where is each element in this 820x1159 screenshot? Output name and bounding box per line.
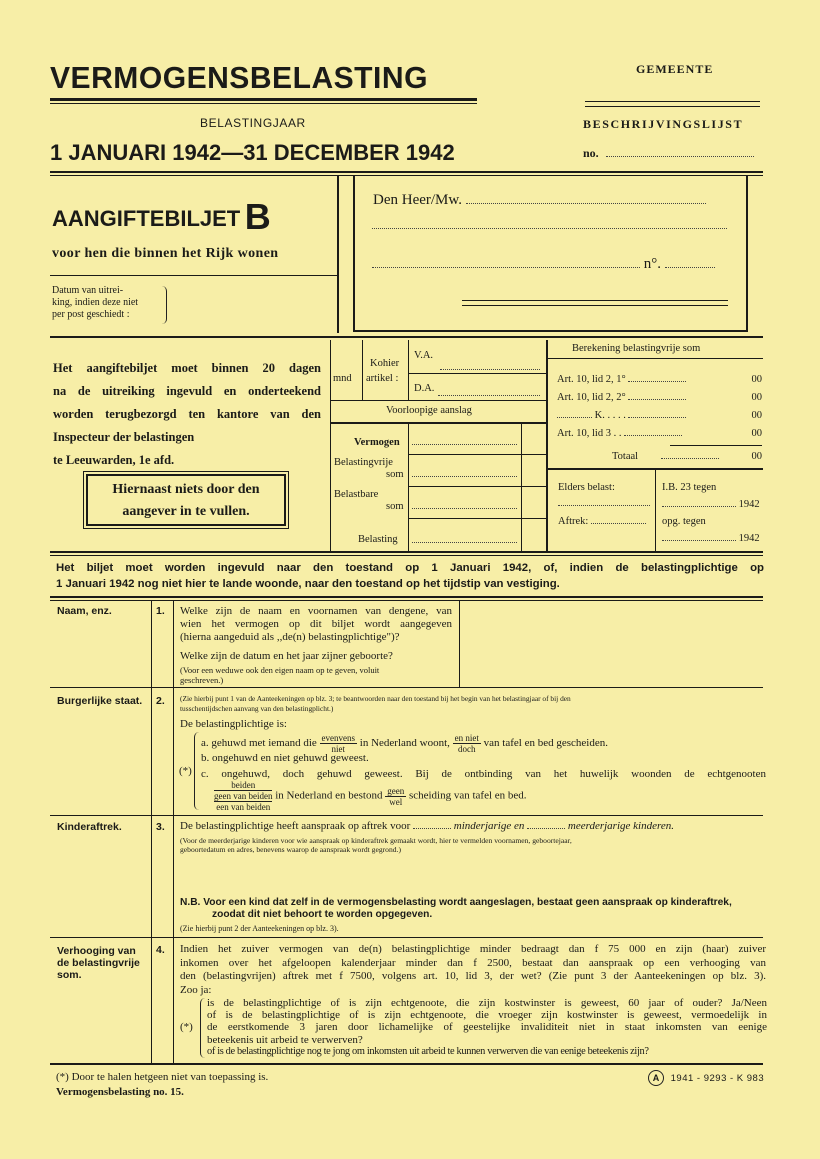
kohier-label: Kohier bbox=[370, 358, 400, 369]
instructions-line-2: na de uitreiking ingevuld en onderteekend bbox=[53, 384, 321, 398]
niets-line-1: Hiernaast niets door den bbox=[112, 482, 260, 497]
va-label: V.A. bbox=[414, 350, 434, 361]
s4-label-2: de belastingvrije bbox=[57, 957, 140, 969]
s3-q1b: minderjarige en bbox=[453, 820, 525, 832]
kohier-artikel: artikel : bbox=[366, 373, 399, 384]
belasting-label: Belasting bbox=[358, 534, 398, 545]
belastbare-field[interactable] bbox=[412, 508, 517, 509]
address-line-3 bbox=[372, 256, 715, 273]
ib-field[interactable] bbox=[662, 506, 736, 507]
s3-nb-1: N.B. Voor een kind dat zelf in de vermogensbelasting wordt aangeslagen, bestaat geen aanspraak op kinderaftrek, bbox=[180, 897, 732, 908]
totaal-value: 00 bbox=[751, 451, 762, 462]
footer-form-no: Vermogensbelasting no. 15. bbox=[56, 1086, 184, 1098]
printer-code bbox=[648, 1070, 764, 1086]
s2-note-1: (Zie hierbij punt 1 van de Aanteekeningen op blz. 3; te beantwoorden naar den toestand bij het begin van het belastingjaar of bij den bbox=[180, 694, 571, 703]
s2-c3: scheiding van tafel en bed. bbox=[408, 789, 527, 802]
s1-q3: (hierna aangeduid als ,,de(n) belastingplichtige")? bbox=[180, 631, 400, 643]
s2-c-frac-top: beiden bbox=[214, 780, 272, 791]
s2-note bbox=[180, 694, 765, 714]
kohier-va bbox=[414, 350, 433, 361]
printer-code-text: 1941 - 9293 - K 983 bbox=[670, 1072, 765, 1084]
datum-label bbox=[52, 285, 164, 321]
aftrek-field[interactable] bbox=[591, 523, 646, 524]
instructions-line-4: Inspecteur der belastingen bbox=[53, 430, 195, 444]
s4-label-1: Verhooging van bbox=[57, 945, 136, 957]
totaal-label: Totaal bbox=[612, 451, 639, 462]
berekening-row-2-field[interactable] bbox=[628, 399, 686, 400]
vermogen-field[interactable] bbox=[412, 444, 517, 445]
berekening-row-3-value: 00 bbox=[751, 410, 762, 421]
aangifte-subtitle: voor hen die binnen het Rijk wonen bbox=[52, 246, 279, 261]
elders-belast: Elders belast: bbox=[558, 482, 615, 493]
notice-line-1: Het biljet moet worden ingevuld naar den toestand op 1 Januari 1942, of, indien de belastingplichtige op bbox=[56, 562, 764, 574]
instructions bbox=[53, 357, 321, 472]
s2-star: (*) bbox=[179, 765, 192, 777]
beschrijvingslijst-label: BESCHRIJVINGSLIJST bbox=[583, 117, 744, 131]
section-4-label bbox=[57, 945, 140, 981]
berekening-row-1-field[interactable] bbox=[628, 381, 686, 382]
footer-star-note: (*) Door te halen hetgeen niet van toepassing is. bbox=[56, 1071, 269, 1083]
va-field[interactable] bbox=[440, 369, 540, 370]
da-field[interactable] bbox=[438, 395, 540, 396]
berekening-row-3-label: K. . . . . bbox=[594, 410, 626, 421]
aftrek-row bbox=[558, 516, 646, 527]
s4-label-3: som. bbox=[57, 969, 82, 981]
instructions-line-1: Het aangiftebiljet moet binnen 20 dagen bbox=[53, 361, 321, 375]
berekening-row-4 bbox=[557, 428, 762, 439]
belastingvrije-field[interactable] bbox=[412, 476, 517, 477]
totaal-row bbox=[612, 451, 762, 462]
den-heer-label: Den Heer/Mw. bbox=[373, 192, 462, 208]
s2-c2: in Nederland en bestond bbox=[275, 789, 383, 802]
berekening-row-1 bbox=[557, 374, 762, 385]
s3-nb-2: zoodat dit niet behoort te worden opgegeven. bbox=[212, 909, 433, 920]
gemeente-label: GEMEENTE bbox=[636, 62, 714, 76]
s2-a-frac-top: evenvens bbox=[321, 733, 356, 743]
s4-o4: beteekenis uit arbeid te verwerven? bbox=[207, 1033, 363, 1046]
notice-line-2: 1 Januari 1942 nog niet hier te lande woonde, naar den toestand op het tijdstip van vestiging. bbox=[56, 578, 560, 590]
s3-q1c: meerderjarige kinderen. bbox=[567, 820, 674, 832]
section-1-label: Naam, enz. bbox=[57, 605, 112, 617]
s1-q2: wien het vermogen op dit biljet wordt aangegeven bbox=[180, 618, 452, 630]
s2-option-a bbox=[201, 733, 608, 754]
kohier-da: D.A. bbox=[414, 383, 435, 394]
belastingjaar-label: BELASTINGJAAR bbox=[200, 116, 306, 130]
niets-invullen-box bbox=[86, 474, 286, 526]
s2-a-fraction bbox=[320, 733, 358, 754]
totaal-field[interactable] bbox=[661, 458, 719, 459]
s3-children-answer[interactable] bbox=[180, 858, 765, 892]
aangifte-title-text: AANGIFTEBILJET bbox=[52, 206, 241, 231]
kohier-mnd: mnd bbox=[333, 373, 352, 384]
elders-field[interactable] bbox=[558, 505, 650, 506]
s3-nb bbox=[180, 897, 768, 921]
no-field[interactable] bbox=[606, 156, 754, 157]
berekening-row-3-field[interactable] bbox=[628, 417, 686, 418]
s1-q6: geschreven.) bbox=[180, 675, 224, 685]
s4-q1: Indien het zuiver vermogen van de(n) belastingplichtige minder bedraagt dan f 75 000 en zijn (haar) zuiver bbox=[180, 943, 766, 955]
address-name bbox=[373, 192, 706, 209]
address-line-2[interactable] bbox=[372, 228, 727, 229]
aftrek-label: Aftrek: bbox=[558, 516, 589, 527]
section-4-num: 4. bbox=[156, 944, 165, 956]
instructions-line-5: te Leeuwarden, 1e afd. bbox=[53, 453, 175, 467]
vermogen-label: Vermogen bbox=[354, 437, 400, 448]
section-3-num: 3. bbox=[156, 821, 165, 833]
s2-c-fraction-2 bbox=[385, 786, 406, 807]
instructions-line-3: worden terugbezorgd ten kantore van den bbox=[53, 407, 321, 421]
belastingvrije-som: som bbox=[386, 469, 404, 480]
beschrijvingslijst-no bbox=[583, 146, 754, 161]
s2-intro: De belastingplichtige is: bbox=[180, 718, 287, 730]
s4-question bbox=[180, 943, 766, 997]
address-no-field[interactable] bbox=[665, 267, 715, 268]
s3-question bbox=[180, 820, 674, 832]
s2-a-frac2-bot: doch bbox=[458, 744, 476, 754]
s4-options bbox=[207, 997, 767, 1058]
s2-c-fraction bbox=[214, 780, 272, 812]
s3-note-1: (Voor de meerderjarige kinderen voor wie aanspraak op kinderaftrek gemaakt wordt, hier te vermelden voornamen, geboortejaar, bbox=[180, 836, 572, 845]
ib-year: 1942 bbox=[738, 499, 760, 510]
address-line-3-field[interactable] bbox=[372, 267, 640, 268]
s4-o5: of is de belastingplichtige nog te jong om inkomsten uit arbeid te kunnen verwerven die van eenige beteekenis zijn? bbox=[207, 1045, 649, 1057]
s2-c-frac2-bot: wel bbox=[389, 796, 403, 807]
aangifte-title bbox=[52, 196, 271, 238]
berekening-row-2-value: 00 bbox=[751, 392, 762, 403]
printer-logo-letter: A bbox=[652, 1073, 660, 1083]
s2-a1: a. gehuwd met iemand die bbox=[201, 737, 317, 750]
berekening-row-3 bbox=[557, 410, 762, 421]
s3-q1a: De belastingplichtige heeft aanspraak op aftrek voor bbox=[180, 820, 411, 832]
s3-nb-3: (Zie hierbij punt 2 der Aanteekeningen op blz. 3). bbox=[180, 924, 339, 933]
s4-q2: inkomen over het afgeloopen kalenderjaar minder dan f 2500, bestaat dan aanspraak op een verhooging van bbox=[180, 956, 766, 969]
section-2-num: 2. bbox=[156, 695, 165, 707]
s1-q5: (Voor een weduwe ook den eigen naam op te geven, voluit bbox=[180, 665, 380, 675]
no-label: no. bbox=[583, 146, 599, 160]
address-no-label: n°. bbox=[643, 256, 661, 272]
berekening-row-4-field[interactable] bbox=[624, 435, 682, 436]
belasting-field[interactable] bbox=[412, 542, 517, 543]
section-1-answer[interactable] bbox=[462, 603, 762, 685]
voorloopige-aanslag: Voorloopige aanslag bbox=[386, 405, 472, 416]
den-heer-field[interactable] bbox=[466, 203, 706, 204]
s2-a-frac2-top: en niet bbox=[454, 733, 479, 743]
opg-year-row bbox=[662, 533, 760, 544]
section-1-num: 1. bbox=[156, 605, 165, 617]
notice bbox=[56, 560, 764, 592]
s2-a-frac-bot: niet bbox=[331, 744, 346, 754]
s2-c-frac-bot: een van beiden bbox=[216, 802, 271, 812]
datum-line-2: king, indien deze niet bbox=[52, 297, 139, 308]
s3-meerderjarig-field[interactable] bbox=[527, 828, 565, 829]
s4-star: (*) bbox=[180, 1021, 193, 1033]
s2-c-frac2-top: geen bbox=[387, 785, 405, 796]
s4-o1: is de belastingplichtige of is zijn echtgenoote, die zijn kostwinster is geweest, 60 jaar of ouder? Ja/Neen bbox=[207, 997, 767, 1009]
berekening-row-4-label: Art. 10, lid 3 . . bbox=[557, 428, 622, 439]
s4-q4: Zoo ja: bbox=[180, 983, 212, 996]
opg-year: 1942 bbox=[738, 533, 760, 544]
berekening-row-4-value: 00 bbox=[751, 428, 762, 439]
opg-label: opg. tegen bbox=[662, 516, 706, 527]
s4-o3: de eerstkomende 3 jaren door lichamelijke of geestelijke invaliditeit niet in staat inkomsten van eenige bbox=[207, 1021, 767, 1034]
belastingvrije-label: Belastingvrije bbox=[334, 457, 393, 468]
section-2-label: Burgerlijke staat. bbox=[57, 695, 143, 707]
opg-field[interactable] bbox=[662, 540, 736, 541]
s2-c-frac-mid: geen van beiden bbox=[214, 791, 273, 801]
berekening-row-1-label: Art. 10, lid 2, 1° bbox=[557, 374, 626, 385]
datum-line-3: per post geschiedt : bbox=[52, 309, 130, 320]
s2-a2: in Nederland woont, bbox=[359, 737, 450, 750]
printer-logo-icon bbox=[648, 1070, 664, 1086]
berekening-title: Berekening belastingvrije som bbox=[572, 343, 701, 354]
niets-line-2: aangever in te vullen. bbox=[122, 504, 250, 519]
s4-q3: den (belastingvrijen) aftrek met f 7500, volgens art. 10, lid 3, der wet? (Zie punt 3 der Aanteekeningen op blz. 3). bbox=[180, 970, 766, 982]
s1-q1: Welke zijn de naam en voornamen van dengene, van bbox=[180, 605, 452, 617]
belastbare-som: som bbox=[386, 501, 404, 512]
s2-option-c-2 bbox=[214, 780, 527, 812]
s2-option-b: b. ongehuwd en niet gehuwd geweest. bbox=[201, 752, 369, 764]
berekening-row-2-label: Art. 10, lid 2, 2° bbox=[557, 392, 626, 403]
aangifte-letter: B bbox=[244, 196, 271, 237]
section-1-question bbox=[180, 605, 452, 685]
s4-o2: of is de belastingplichtige of is zijn echtgenoote, die vroeger zijn kostwinster is geweest, vermoedelijk in bbox=[207, 1009, 767, 1022]
s2-a-fraction-2 bbox=[453, 733, 481, 754]
s3-note bbox=[180, 836, 765, 854]
s2-option-c: c. ongehuwd, doch gehuwd geweest. Bij de ontbinding van het huwelijk woonden de echtgenooten bbox=[201, 768, 766, 780]
ib-label: I.B. 23 tegen bbox=[662, 482, 717, 493]
section-3-label: Kinderaftrek. bbox=[57, 821, 122, 833]
s2-note-2: tusschentijdschen aanvang van den belastingplicht.) bbox=[180, 704, 334, 713]
berekening-row-2 bbox=[557, 392, 762, 403]
berekening-row-3-pre[interactable] bbox=[557, 417, 592, 418]
s2-a3: van tafel en bed gescheiden. bbox=[483, 737, 608, 750]
s1-q4: Welke zijn de datum en het jaar zijner geboorte? bbox=[180, 650, 393, 662]
s3-minderjarig-field[interactable] bbox=[413, 828, 451, 829]
ib-year-row bbox=[662, 499, 760, 510]
berekening-row-1-value: 00 bbox=[751, 374, 762, 385]
datum-line-1: Datum van uitrei- bbox=[52, 285, 124, 296]
belastbare-label: Belastbare bbox=[334, 489, 379, 500]
s3-note-2: geboortedatum en adres, benevens waarop de aanspraak wordt gegrond.) bbox=[180, 845, 401, 854]
tax-period: 1 JANUARI 1942—31 DECEMBER 1942 bbox=[50, 140, 455, 165]
form-title: VERMOGENSBELASTING bbox=[50, 60, 428, 95]
